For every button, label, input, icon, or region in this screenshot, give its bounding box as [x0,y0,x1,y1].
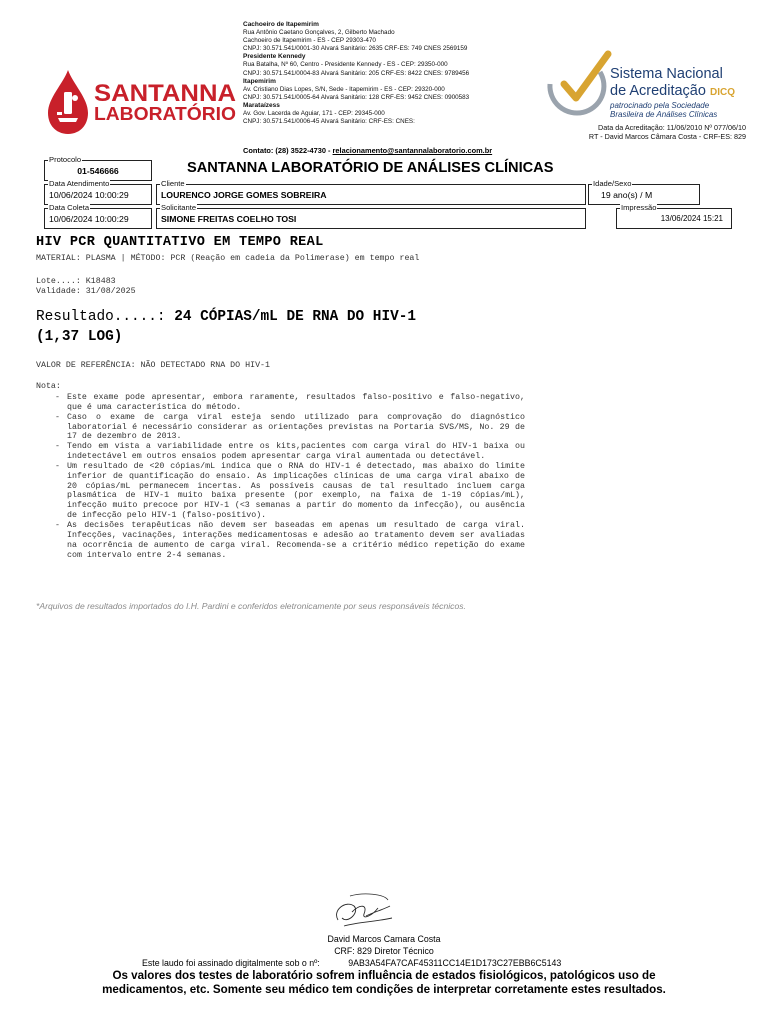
contact-phone: Contato: (28) 3522-4730 - [243,146,333,155]
accred-tagline2: Brasileira de Análises Clínicas [610,110,718,119]
reference-value: VALOR DE REFERÊNCIA: NÃO DETECTADO RNA DO HIV-1 [36,361,271,370]
collection-date-box [44,203,152,229]
contact-email-link[interactable]: relacionamento@santannalaboratorio.com.br [332,146,493,155]
collection-date-value: 10/06/2024 10:00:29 [49,214,129,224]
unit-line: Rua Batalha, Nº 60, Centro - Presidente Kennedy - ES - CEP: 29350-000 [243,61,448,69]
note-label: Nota: [36,382,61,391]
protocol-box [44,155,152,181]
contact-line [243,146,492,155]
note-item: - Tendo em vista a variabilidade entre os kits,pacientes com carga viral do HIV-1 baixa ou indetectável em outros ensaios podem apresentar carga viral aumentada ou detectável. [55,442,525,462]
unit-line: CNPJ: 30.571.541/0001-30 Alvará Sanitário: 2635 CRF-ES: 749 CNES 2569159 [243,45,468,53]
client-label: Cliente [161,179,185,188]
unit-line: Rua Antônio Caetano Gonçalves, 2, Gilberto Machado [243,29,395,37]
note-item: - Caso o exame de carga viral esteja sendo utilizado para comprovação do diagnóstico laboratorial é necessário considerar as orientações previstas na Portaria SVS/MS, No. 29 de 17 de dezembro de 2013. [55,412,525,442]
unit-line: CNPJ: 30.571.541/0005-64 Alvará Sanitário: 128 CRF-ES: 9452 CNES: 0900583 [243,93,470,101]
unit-line: Av. Gov. Lacerda de Aguiar, 171 - CEP: 29345-000 [243,110,385,118]
collection-date-label: Data Coleta [49,203,90,212]
exam-lot: Lote....: K18483 [36,277,116,286]
unit-line: Cachoeiro de Itapemirim - ES - CEP 29303-470 [243,37,376,45]
exam-title: HIV PCR QUANTITATIVO EM TEMPO REAL [36,235,324,250]
attendance-date-box [44,179,152,205]
responsible-technician: RT - David Marcos Câmara Costa - CRF-ES: 829 [588,131,746,141]
digital-signature-code: 9AB3A54FA7CAF45311CC14E1D173C27EBB6C5143 [348,958,562,968]
requester-name: SIMONE FREITAS COELHO TOSI [161,214,297,224]
print-date-label: Impressão [621,203,657,212]
footer-disclaimer-line1: Os valores dos testes de laboratório sofrem influência de estados fisiológicos, patológicos uso de [112,969,656,982]
unit-line: Av. Cristiano Dias Lopes, S/N, Sede - Itapemirim - ES - CEP: 29320-000 [243,85,445,93]
note-text: Um resultado de <20 cópias/mL indica que o RNA do HIV-1 é detectado, mas abaixo do limite inferior de quantificação do ensaio. As implicações clínicas de uma carga viral abaixo de 20 cópias/mL permanecem incertas. As possíveis causas de tal resultado incluem carga plasmática de HIV-1 muito baixa presente (por exemplo, na faixa de 1-19 cópias/mL), infecção muito precoce por HIV-1 (<3 semanas a partir do momento da infecção), ou ausência de infecção pelo HIV-1 (falso-positivo). [67,461,525,521]
client-box [156,179,586,205]
note-item: - Um resultado de <20 cópias/mL indica que o RNA do HIV-1 é detectado, mas abaixo do limite inferior de quantificação do ensaio. As implicações clínicas de uma carga viral abaixo de 20 cópias/mL permanecem incertas. As possíveis causas de tal resultado incluem carga plasmática de HIV-1 muito baixa presente (por exemplo, na faixa de 1-19 cópias/mL), infecção muito precoce por HIV-1 (<3 semanas a partir do momento da infecção), ou ausência de infecção pelo HIV-1 (falso-positivo). [55,461,525,521]
import-notice: *Arquivos de resultados importados do I.H. Pardini e conferidos eletronicamente por seus responsáveis técnicos. [36,601,466,611]
brand-subtitle: LABORATÓRIO [94,104,227,124]
unit-city: Itapemirim [243,77,276,85]
note-text: As decisões terapêuticas não devem ser baseadas em apenas um resultado de carga viral. Infecções, vacinações, interações medicamentosas e adesão ao tratamento devem ser avaliadas na ocorrência de aumento de carga viral. Recomenda-se a critério médico repetição do exame com intervalo entre 2-4 semanas. [67,520,525,560]
print-date-box [616,203,732,229]
unit-line: CNPJ: 30.571.541/0006-45 Alvará Sanitário: CRF-ES: CNES: [243,118,415,126]
result-log: (1,37 LOG) [36,329,123,345]
unit-city: Presidente Kennedy [243,53,306,61]
footer-disclaimer-line2: medicamentos, etc. Somente seu médico tem condições de interpretar corretamente estes resultados. [102,983,666,996]
accreditation-date: Data da Acreditação: 11/06/2010 Nº 077/06/10 [598,123,746,132]
accred-title-line2a: de Acreditação [610,83,706,99]
accreditation-info [550,124,746,141]
unit-block [243,102,543,126]
protocol-label: Protocolo [49,155,82,164]
note-text: Tendo em vista a variabilidade entre os kits,pacientes com carga viral do HIV-1 baixa ou indetectável em outros ensaios podem apresentar carga viral aumentada ou detectável. [67,442,525,462]
attendance-date-label: Data Atendimento [49,179,110,188]
exam-validity: Validade: 31/08/2025 [36,287,136,296]
accred-tagline1: patrocinado pela Sociedade [610,101,710,110]
handwritten-signature [330,890,400,938]
accred-title-line1: Sistema Nacional [610,66,723,82]
lab-title: SANTANNA LABORATÓRIO DE ANÁLISES CLÍNICAS [187,160,554,176]
signer-crf: CRF: 829 Diretor Técnico [334,946,434,956]
requester-label: Solicitante [161,203,197,212]
age-sex-value: 19 ano(s) / M [601,190,653,200]
dicq-accreditation-logo [544,46,744,124]
accred-title-line2 [610,83,735,99]
notes-list [55,393,525,560]
accred-dicq: DICQ [709,87,735,98]
unit-block [243,21,543,53]
unit-line: CNPJ: 30.571.541/0004-83 Alvará Sanitário: 205 CRF-ES: 8422 CNES: 9789456 [243,69,470,77]
requester-box [156,203,586,229]
digital-signature-label: Este laudo foi assinado digitalmente sob o nº: [142,958,320,968]
signer-name: David Marcos Camara Costa [327,934,441,944]
santanna-logo [44,68,244,138]
note-text: Este exame pode apresentar, embora raramente, resultados falso-positivo e falso-negativo, que é uma característica do método. [67,393,525,412]
result-label: Resultado.....: [36,309,166,325]
note-item: - Este exame pode apresentar, embora raramente, resultados falso-positivo e falso-negativo, que é uma característica do método. [55,393,525,412]
exam-material-method: MATERIAL: PLASMA | MÉTODO: PCR (Reação em cadeia da Polimerase) em tempo real [36,254,420,263]
brand-name: SANTANNA [94,80,236,107]
note-text: Caso o exame de carga viral esteja sendo utilizado para comprovação do diagnóstico laboratorial é necessário considerar as orientações previstas na Portaria SVS/MS, No. 29 de 17 de dezembro de 2013. [67,412,525,442]
age-sex-label: Idade/Sexo [593,179,632,188]
unit-addresses [243,21,543,126]
result-value: 24 CÓPIAS/mL DE RNA DO HIV-1 [174,309,416,325]
client-name: LOURENCO JORGE GOMES SOBREIRA [161,190,327,200]
attendance-date-value: 10/06/2024 10:00:29 [49,190,129,200]
print-date-value: 13/06/2024 15:21 [660,214,723,223]
unit-block [243,53,543,77]
unit-block [243,78,543,102]
unit-city: Cachoeiro de Itapemirim [243,21,319,28]
digital-signature-line [142,958,561,968]
unit-city: Marataízess [243,101,280,109]
protocol-value: 01-546666 [77,166,119,176]
note-item: - As decisões terapêuticas não devem ser baseadas em apenas um resultado de carga viral. Infecções, vacinações, interações medicamentosas e adesão ao tratamento devem ser avaliadas na ocorrência de aumento de carga viral. Recomenda-se a critério médico repetição do exame com intervalo entre 2-4 semanas. [55,520,525,560]
result-line [36,309,416,325]
age-sex-box [588,179,700,205]
